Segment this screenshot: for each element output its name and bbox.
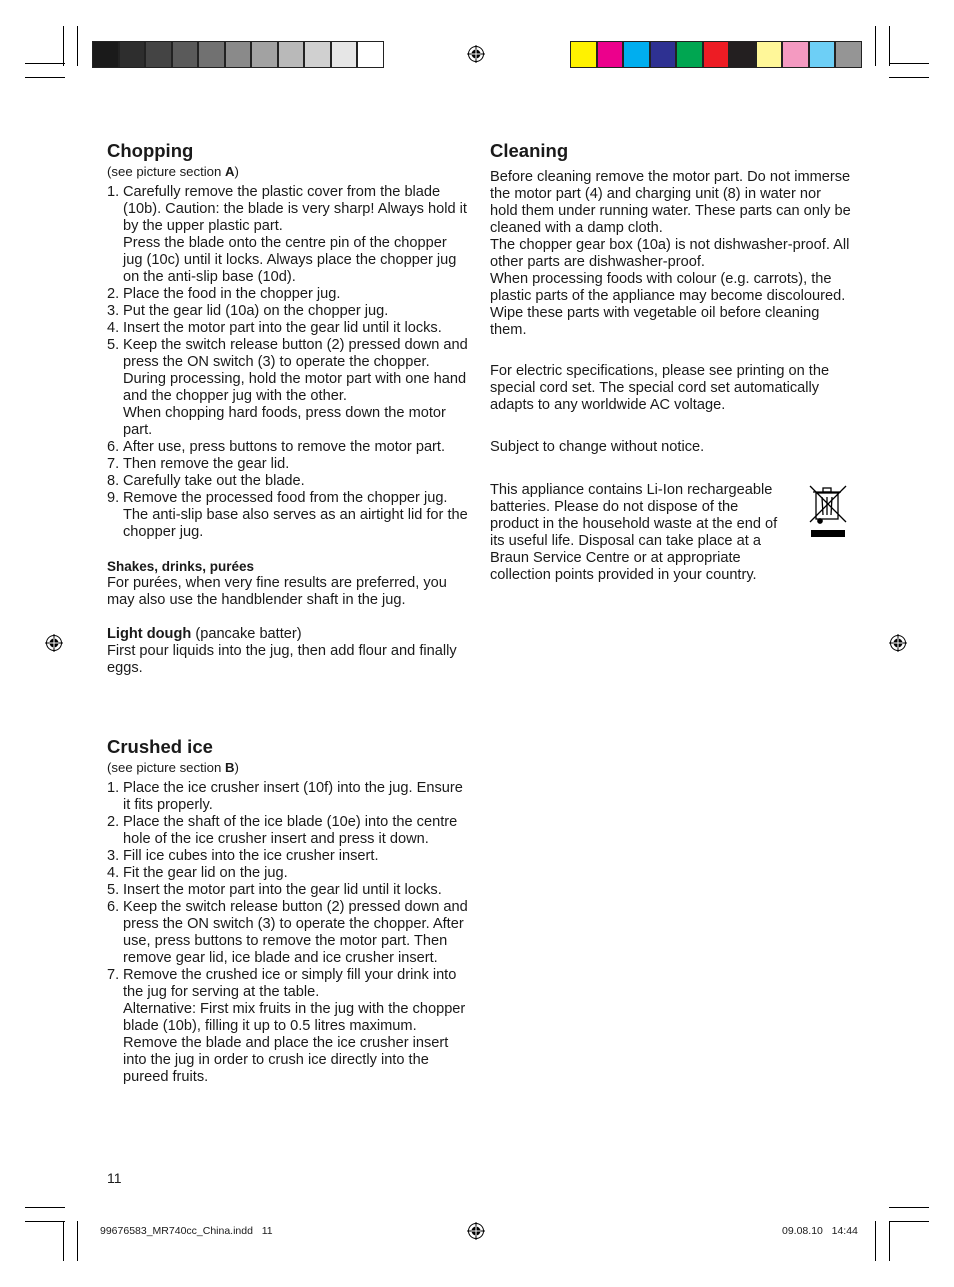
step-item [107,899,469,967]
step-number: 5. [107,882,120,898]
step-number: 7. [107,456,120,472]
step-text: Place the shaft of the ice blade (10e) into the centre hole of the ice crusher insert and press it down. [123,814,458,847]
color-swatch [198,41,225,68]
step-number: 6. [107,899,120,915]
crushed-ice-steps-list [107,780,469,1086]
gray-color-bar [92,41,384,68]
chopping-section [107,140,469,677]
registration-mark-icon [45,634,63,652]
crop-mark [63,26,64,66]
step-item [107,780,469,814]
step-text: After use, press buttons to remove the motor part. [123,439,446,455]
crop-mark [77,26,78,66]
step-text: Insert the motor part into the gear lid until it locks. [123,320,442,336]
step-item [107,814,469,848]
dough-text: First pour liquids into the jug, then add flour and finally eggs. [107,643,457,676]
crop-mark [889,63,929,64]
cleaning-paragraph-3: When processing foods with colour (e.g. carrots), the plastic parts of the appliance may become discoloured. Wipe these parts with vegetable oil before cleaning them. [490,271,846,338]
dough-heading: Light dough [107,626,192,642]
step-item [107,303,469,320]
color-swatch [304,41,331,68]
registration-mark-icon [467,1222,485,1240]
crop-mark [25,63,65,64]
color-swatch [835,41,862,68]
step-number: 2. [107,286,120,302]
footer-timestamp: 09.08.10 14:44 [782,1225,858,1237]
step-item [107,337,469,439]
crop-mark [25,77,65,78]
crop-mark [875,26,876,66]
crop-mark [77,1221,78,1261]
step-item [107,967,469,1086]
step-text: Keep the switch release button (2) pressed down and press the ON switch (3) to operate the chopper. During processing, hold the motor part with one hand and the chopper jug with the other. [123,337,468,404]
cleaning-paragraph-2: The chopper gear box (10a) is not dishwasher-proof. All other parts are dishwasher-proof. [490,237,850,270]
step-text: Put the gear lid (10a) on the chopper jug. [123,303,389,319]
step-text: Fit the gear lid on the jug. [123,865,288,881]
registration-mark-icon [889,634,907,652]
step-text: Carefully remove the plastic cover from the blade (10b). Caution: the blade is very sharp! Always hold it by the upper plastic part. [123,184,467,234]
step-text: Remove the crushed ice or simply fill your drink into the jug for serving at the table. [123,967,457,1000]
step-text: Place the food in the chopper jug. [123,286,341,302]
step-text: Remove the processed food from the chopper jug. The anti-slip base also serves as an airtight lid for the chopper jug. [123,490,468,540]
crop-mark [25,1221,65,1222]
dough-note: (pancake batter) [191,626,302,642]
color-swatch [729,41,756,68]
color-swatch [703,41,730,68]
crushed-ice-heading: Crushed ice [107,736,213,757]
step-number: 8. [107,473,120,489]
color-swatch [278,41,305,68]
color-swatch [331,41,358,68]
shakes-text: For purées, when very fine results are preferred, you may also use the handblender shaft in the jug. [107,575,447,608]
cleaning-heading: Cleaning [490,140,569,161]
step-number: 9. [107,490,120,506]
color-swatch [676,41,703,68]
color-swatch [650,41,677,68]
registration-mark-icon [467,45,485,63]
subject-to-change-text: Subject to change without notice. [490,439,705,455]
color-swatch [145,41,172,68]
crop-mark [25,1207,65,1208]
step-text: Keep the switch release button (2) pressed down and press the ON switch (3) to operate the chopper. After use, press buttons to remove the motor part. Then remove gear lid, ice blade and ice crusher insert. [123,899,468,966]
ref-prefix: (see picture section [107,760,226,775]
step-number: 3. [107,848,120,864]
step-number: 1. [107,780,120,796]
crop-mark [889,1221,929,1222]
chopping-heading: Chopping [107,140,194,161]
step-item [107,320,469,337]
battery-disposal-text: This appliance contains Li-Ion rechargeable batteries. Please do not dispose of the product in the household waste at the end of its useful life. Disposal can take place at a Braun Service Centre or at appropriate collection points provided in your country. [490,482,778,583]
chopping-steps-list [107,184,469,541]
ref-prefix: (see picture section [107,164,226,179]
ref-suffix: ) [234,760,239,775]
crop-mark [63,1221,64,1261]
crossed-out-wheelie-bin-icon [808,484,848,540]
crop-mark [889,26,890,66]
cleaning-section [490,140,852,584]
ref-letter: B [225,760,235,775]
crushed-ice-picture-ref [107,759,469,776]
color-swatch [597,41,624,68]
color-swatch [357,41,384,68]
color-swatch [92,41,119,68]
color-swatch [119,41,146,68]
step-extra-text: Press the blade onto the centre pin of the chopper jug (10c) until it locks. Always place the chopper jug on the anti-slip base (10d). [123,235,457,285]
dough-heading-line [107,626,469,643]
crop-mark [889,1207,929,1208]
process-color-bar [570,41,862,68]
color-swatch [225,41,252,68]
step-number: 5. [107,337,120,353]
color-swatch [782,41,809,68]
color-swatch [756,41,783,68]
color-swatch [172,41,199,68]
electric-spec-text: For electric specifications, please see printing on the special cord set. The special cord set automatically adapts to any worldwide AC voltage. [490,363,830,413]
crushed-ice-section [107,736,469,1086]
shakes-heading: Shakes, drinks, purées [107,559,255,574]
step-number: 4. [107,320,120,336]
step-text: Insert the motor part into the gear lid until it locks. [123,882,442,898]
step-number: 4. [107,865,120,881]
step-item [107,286,469,303]
step-item [107,473,469,490]
cleaning-paragraph-1: Before cleaning remove the motor part. Do not immerse the motor part (4) and charging unit (8) in water nor hold them under running water. These parts can only be cleaned with a damp cloth. [490,169,851,236]
color-swatch [251,41,278,68]
color-swatch [570,41,597,68]
step-extra-text: Alternative: First mix fruits in the jug with the chopper blade (10b), filling it up to 0.5 litres maximum. Remove the blade and place the ice crusher insert into the jug in order to crush ice directly into the pureed fruits. [123,1001,466,1085]
step-extra-text: When chopping hard foods, press down the motor part. [123,405,446,438]
step-number: 1. [107,184,120,200]
page-number: 11 [107,1170,122,1186]
step-item [107,456,469,473]
ref-letter: A [225,164,235,179]
step-item [107,865,469,882]
step-item [107,184,469,286]
footer-file-name: 99676583_MR740cc_China.indd 11 [100,1225,273,1237]
step-item [107,882,469,899]
step-text: Place the ice crusher insert (10f) into the jug. Ensure it fits properly. [123,780,463,813]
crop-mark [875,1221,876,1261]
step-number: 6. [107,439,120,455]
step-item [107,490,469,541]
chopping-picture-ref [107,163,469,180]
color-swatch [623,41,650,68]
step-number: 2. [107,814,120,830]
step-text: Then remove the gear lid. [123,456,290,472]
step-text: Fill ice cubes into the ice crusher insert. [123,848,379,864]
step-item [107,439,469,456]
step-text: Carefully take out the blade. [123,473,305,489]
crop-mark [889,1221,890,1261]
ref-suffix: ) [234,164,239,179]
step-number: 3. [107,303,120,319]
crop-mark [889,77,929,78]
color-swatch [809,41,836,68]
step-number: 7. [107,967,120,983]
step-item [107,848,469,865]
